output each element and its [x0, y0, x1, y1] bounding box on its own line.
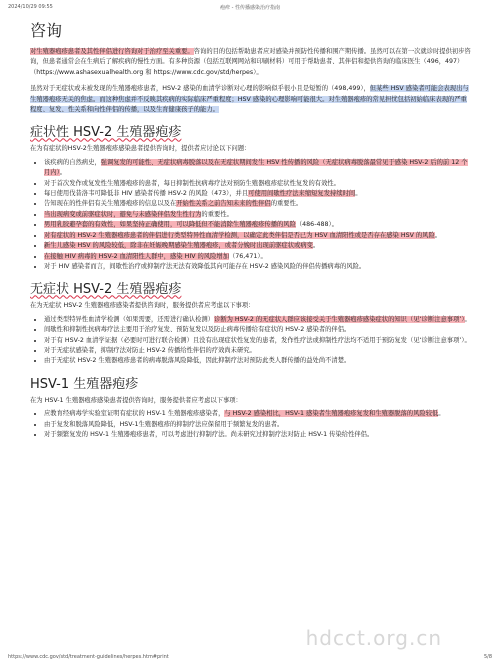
print-title: 疱疹 - 性传播感染治疗指南 [220, 5, 280, 11]
print-header [8, 4, 492, 14]
list-item [44, 199, 472, 209]
highlight-text: 强调复发的可能性、无症状病毒脱落以及在无症状期间发生 HSV 性传播的风险（无症状病毒脱落最常见于感染 HSV-2 后的前 12 个月内） [44, 158, 468, 177]
body-text: 对于无症状感染者，抑制疗法对防止 HSV-2 传播给性伴侣的疗效尚未研究。 [44, 346, 256, 354]
body-text: 。 [464, 315, 471, 323]
body-text: （486-488）。 [295, 221, 338, 229]
list-item [44, 409, 472, 419]
list-item [44, 179, 472, 189]
section-heading-symptomatic: 症状性 HSV-2 生殖器疱疹 [30, 125, 182, 141]
body-text: 对于 HIV 感染者而言，间歇性治疗或抑制疗法无法有效降低其向可能存在 HSV-2 感染风险的伴侣传播病毒的风险。 [44, 262, 366, 270]
list-item [44, 220, 472, 230]
list-item [44, 158, 472, 179]
highlight-text: 在接触 HIV 病毒的 HSV-2 血清阳性人群中，感染 HIV 的风险增加 [44, 252, 229, 260]
section-intro: 在为无症状 HSV-2 生殖器疱疹感染者提供咨询时，服务提供者应考虑以下事项： [30, 302, 255, 310]
bullet-list [30, 158, 472, 272]
section-asymptomatic [30, 278, 472, 366]
watermark: hdcct.org.cn [305, 626, 442, 650]
body-text: （76,471）。 [229, 252, 267, 260]
body-text: 对于有 HSV-2 血清学证据（必要时可进行联合检测）且没有出现症状性复发的患者，发作性疗法或抑制性疗法均不适用于预防复发（见‘诊断注意事项’）。 [44, 336, 471, 344]
section-heading-asymptomatic: 无症状 HSV-2 生殖器疱疹 [30, 282, 182, 298]
list-item [44, 252, 472, 262]
list-item [44, 241, 472, 251]
body-text: 。 [59, 169, 67, 177]
list-item [44, 262, 472, 272]
body-text: 应教育经病毒学实验室证明有症状的 HSV-1 生殖器疱疹感染者， [44, 410, 225, 418]
document-body [30, 18, 472, 446]
body-text: 对于频繁复发的 HSV-1 生殖器疱疹患者，可以考虑进行抑制疗法。尚未研究过抑制疗法对防止 HSV-1 传染给性伴侣。 [44, 430, 374, 438]
list-item [44, 325, 472, 335]
highlight-text: 可使用间歇性疗法来缩短复发持续时间 [248, 190, 356, 198]
body-text: 由于无症状 HSV-2 生殖器疱疹患者的病毒脱落风险降低，因此抑制疗法对预防此类人群传播的益处尚不清楚。 [44, 357, 351, 365]
body-text: 通过类型特异性血清学检测（如果需要，还需进行确认检测） [44, 315, 215, 323]
print-url: https://www.cdc.gov/std/treatment-guidelines/herpes.htm#print [8, 654, 169, 660]
body-text: 每日使用伐昔洛韦可降低非 HIV 感染者传播 HSV-2 的风险（473），并且 [44, 190, 249, 198]
list-item [44, 430, 472, 440]
print-datetime: 2024/10/29 09:55 [8, 4, 53, 10]
body-text: 对于首次发作或复发性生殖器疱疹的患者，每日抑制性抗病毒疗法对预防生殖器疱疹症状性复发的有效性。 [44, 179, 340, 187]
highlight-text: 对有症状的 HSV-2 生殖器疱疹患者的伴侣进行类型特异性血清学检测，以确定此类伴侣是否已为 HSV 血清阳性或是否存在感染 HSV 的风险 [44, 231, 435, 239]
body-text: 。 [312, 242, 320, 250]
section-hsv1 [30, 373, 472, 441]
highlight-text: 新生儿感染 HSV 的风险较低，除非在妊娠晚期感染生殖器疱疹，或者分娩时出现前驱症状或病变 [44, 242, 313, 250]
body-text: 的重要性。 [270, 200, 303, 208]
list-item [44, 346, 472, 356]
bullet-list [30, 315, 472, 367]
highlight-text: 男用乳胶避孕套的有效性，如果坚持正确使用，可以降低但不能消除生殖器疱疹传播的风险 [44, 221, 296, 229]
list-item [44, 356, 472, 366]
body-text: 。 [355, 190, 362, 198]
blue-highlight-text: 但某些 HSV 感染者可能会表现出与生殖器疱疹无关的焦虑。而这种焦虑并不反映其疾病的实际临床严重程度；HSV 感染的心理影响可能很大。对生殖器疱疹的常见担忧包括初始临床表现的严重程度、复发、性关系和向性伴侣的传播，以及生育健康孩子的能力。 [30, 85, 469, 114]
counseling-paragraph-1 [30, 47, 472, 78]
list-item [44, 189, 472, 199]
page-number: 5/8 [483, 654, 492, 660]
body-text: 的重要性。 [201, 210, 233, 218]
highlight-text: 与 HSV-2 感染相比，HSV-1 感染者生殖器疱疹复发和生殖器脱落的风险较低 [224, 410, 439, 418]
list-item [44, 231, 472, 241]
list-item [44, 420, 472, 430]
print-footer [8, 654, 492, 664]
highlight-text: 对生殖器疱疹患者及其性伴侣进行咨询对于治疗至关重要。 [30, 48, 194, 55]
section-heading-hsv1: HSV-1 生殖器疱疹 [30, 376, 139, 392]
list-item [44, 315, 472, 325]
highlight-text: 开始性关系之前告知未来的性伴侣 [176, 200, 271, 208]
body-text: 告知现在的性伴侣有关生殖器疱疹的信息以及在 [44, 200, 177, 208]
section-intro: 在为 HSV-1 生殖器疱疹感染患者提供咨询时，服务提供者应考虑以下事项： [30, 396, 242, 404]
body-text: 间歇性和抑制性抗病毒疗法主要用于治疗复发、预防复发以及防止病毒传播给有症状的 HSV-2 感染者的伴侣。 [44, 326, 351, 334]
body-text: 咨询的目的包括帮助患者应对感染并预防性传播和围产期传播。虽然可以在第一次就诊时提供初步咨询，但患者通常会在生病后了解疾病的慢性方面。有多种资源（包括互联网网站和印刷材料）可用于帮助患者、其伴侣和提供咨询的临床医生（496，497）（https://www.ashasexualhealth.org 和 https://www.cdc.gov/std/herpes）。 [30, 48, 471, 76]
highlight-text: 当出现病变或前驱症状时，避免与未感染伴侣发生性行为 [44, 210, 202, 218]
highlight-text: 诊断为 HSV-2 的无症状人群应该接受关于生殖器疱疹感染症状的知识（见‘诊断注意事项’） [214, 315, 465, 323]
section-heading-counseling: 咨询 [30, 21, 63, 40]
body-text: 虽然对于无症状或未被发现的生殖器疱疹患者，HSV-2 感染的血清学诊断对心理的影响似乎很小且是短暂的（498,499）， [30, 85, 370, 93]
section-symptomatic [30, 121, 472, 272]
list-item [44, 336, 472, 346]
counseling-paragraph-2 [30, 84, 472, 115]
list-item [44, 210, 472, 220]
bullet-list [30, 409, 472, 440]
body-text: 。 [438, 410, 445, 418]
section-intro: 在为有症状的HSV-2生殖器疱疹感染患者提供咨询时，提供者应讨论以下问题： [30, 145, 251, 153]
body-text: 由于复发和脱落风险降低，HSV-1生殖器疱疹的抑制疗法应保留用于频繁复发的患者。 [44, 420, 284, 428]
body-text: 。 [434, 231, 442, 239]
body-text: 该疾病的自然病史， [44, 158, 101, 166]
